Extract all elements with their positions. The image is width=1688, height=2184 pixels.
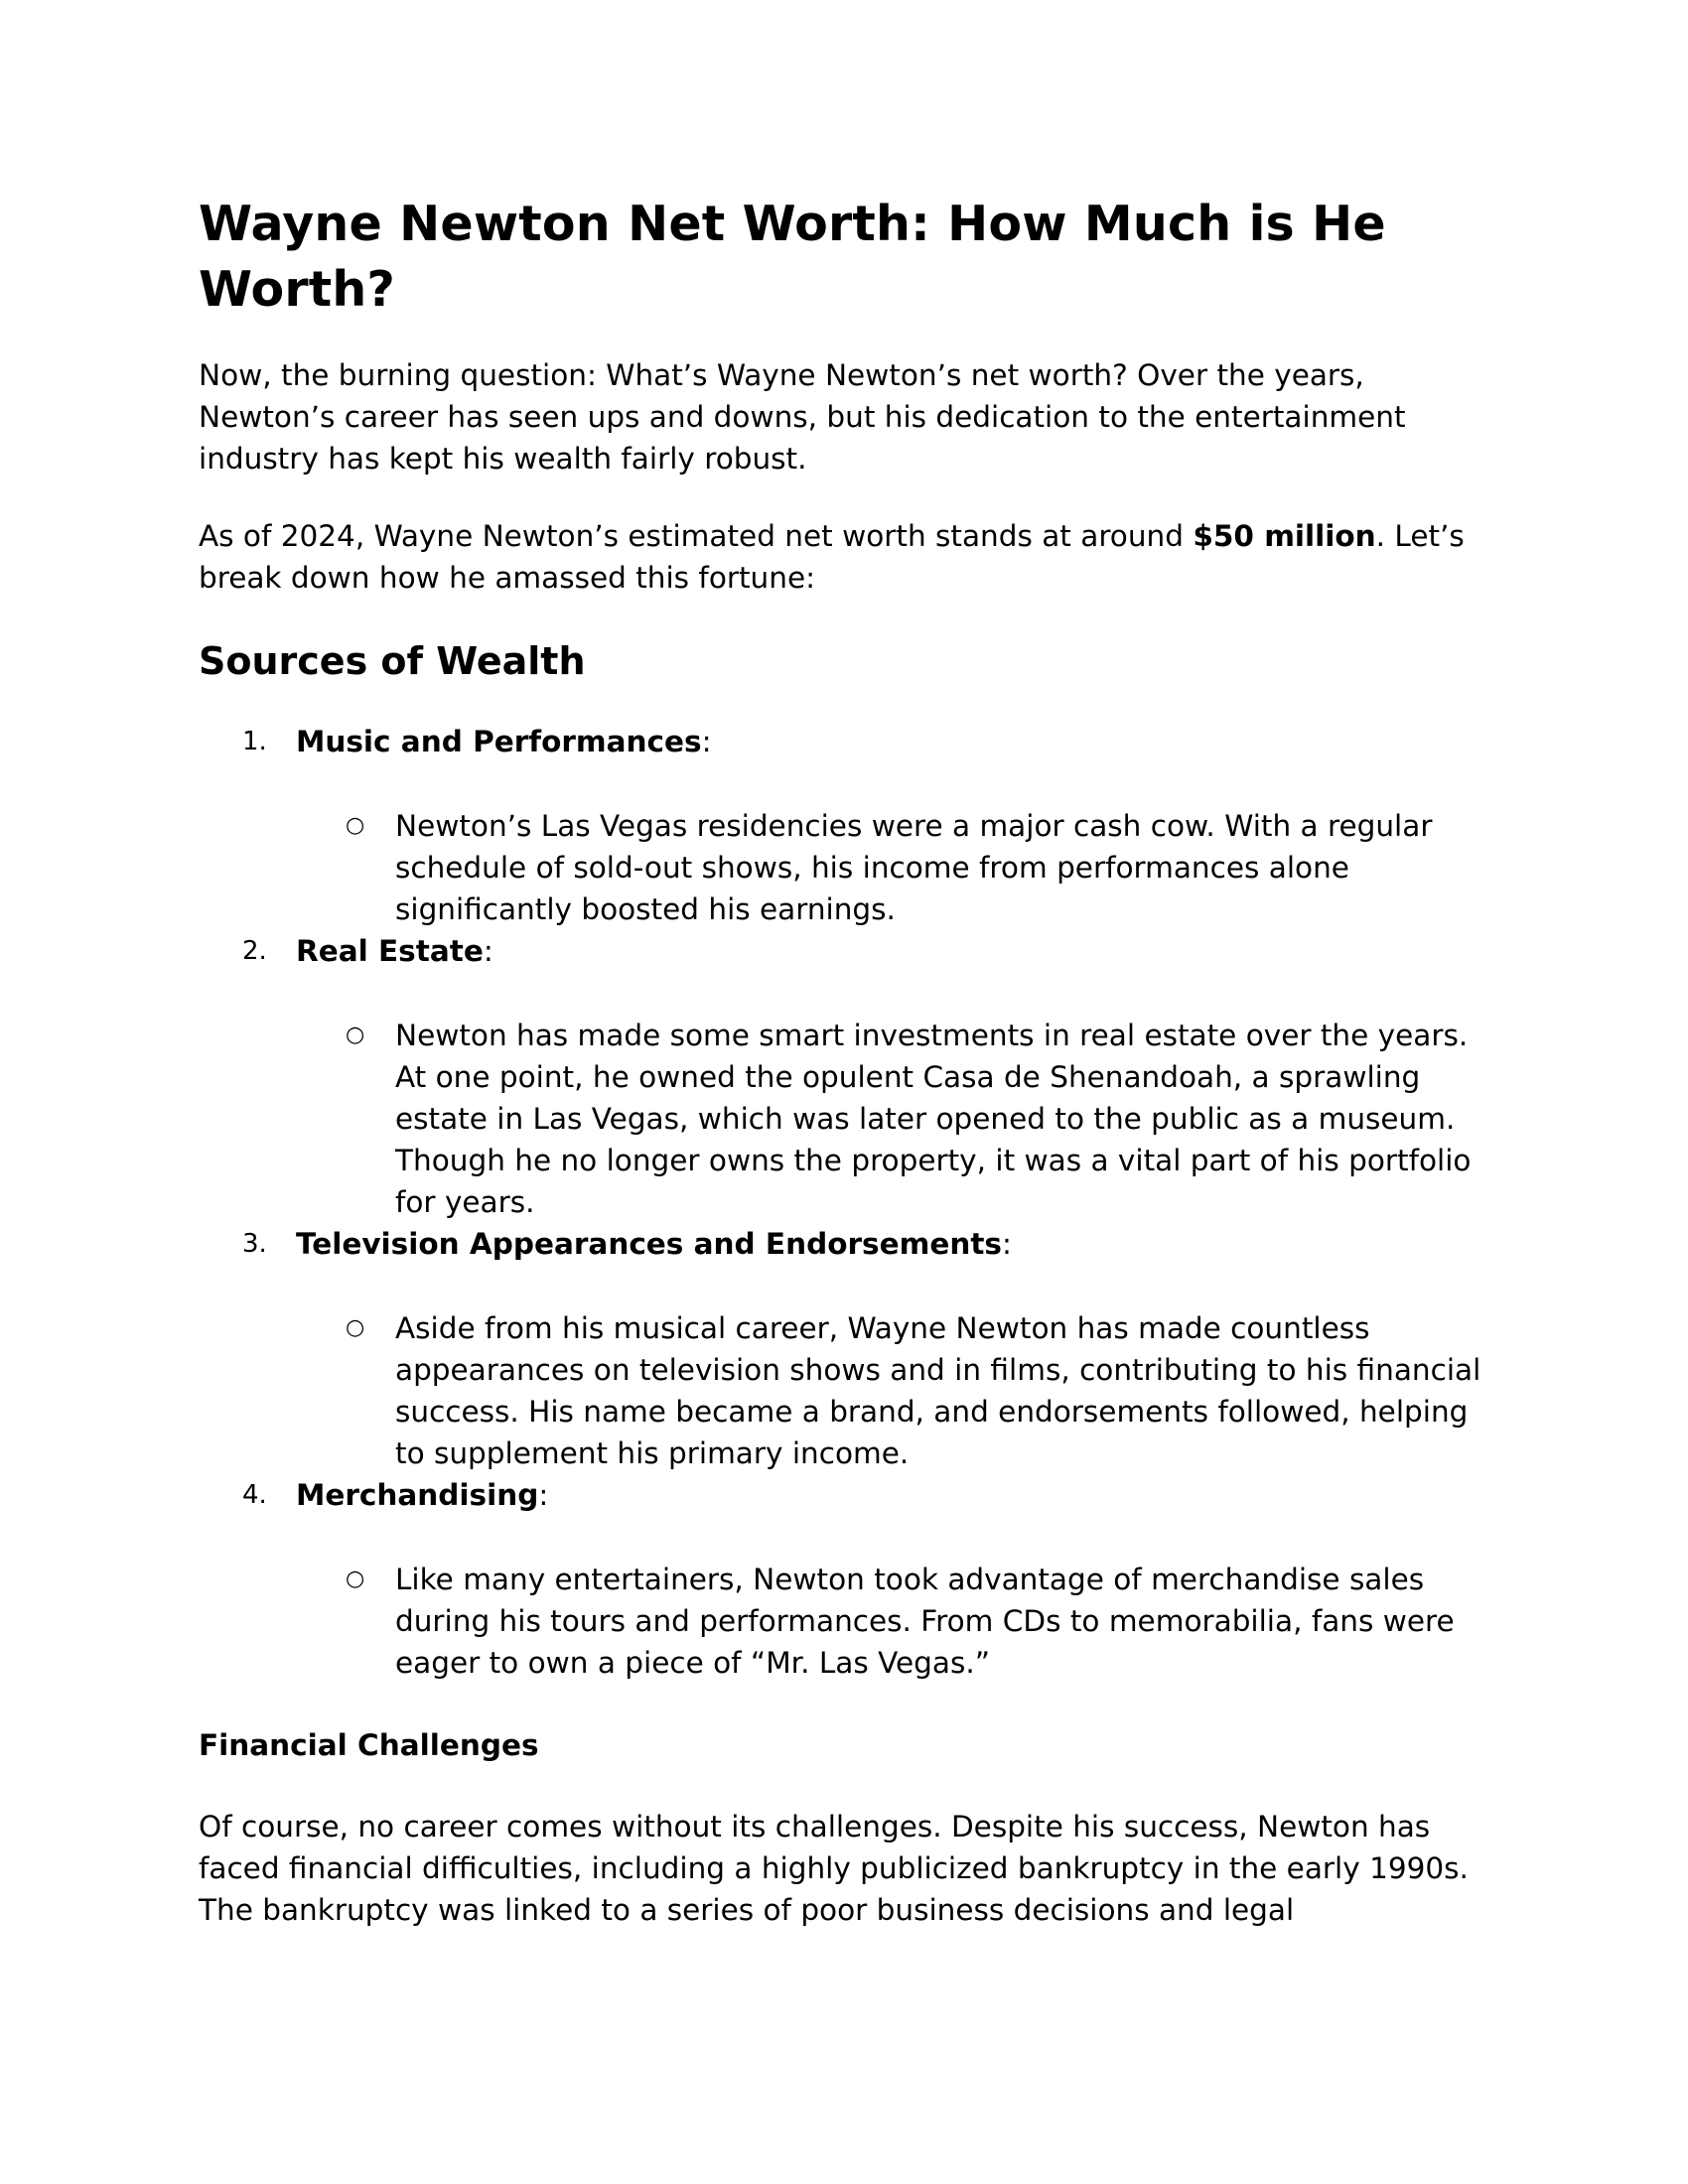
challenges-heading: Financial Challenges (199, 1728, 539, 1762)
hollow-circle-bullet-icon: ○ (346, 813, 365, 838)
list-item-label: Television Appearances and Endorsements (296, 1227, 1002, 1261)
challenges-paragraph: Of course, no career comes without its challenges. Despite his success, Newton has faced financial difficulties, including a highly publicized bankruptcy in the early 1990s. The bankruptcy was linked to a series of poor business decisions and legal (199, 1810, 1469, 1927)
hollow-circle-bullet-icon: ○ (346, 1023, 365, 1047)
sources-heading: Sources of Wealth (199, 639, 586, 683)
net-worth-text-after: . Let’s break down how he amassed this fortune: (199, 519, 1465, 595)
net-worth-amount: $50 million (1193, 519, 1376, 553)
list-number: 4. (242, 1480, 267, 1510)
list-number: 1. (242, 727, 267, 756)
list-subitem-text: Newton has made some smart investments in real estate over the years. At one point, he owned the opulent Casa de Shenandoah, a sprawling estate in Las Vegas, which was later opened to the public as a museum. Though he no longer owns the property, it was a vital part of his portfolio for years. (395, 1019, 1472, 1219)
list-number: 2. (242, 936, 267, 966)
list-number: 3. (242, 1229, 267, 1259)
list-subitem-text: Newton’s Las Vegas residencies were a major cash cow. With a regular schedule of sold-out shows, his income from performances alone significantly boosted his earnings. (395, 809, 1433, 926)
hollow-circle-bullet-icon: ○ (346, 1315, 365, 1340)
hollow-circle-bullet-icon: ○ (346, 1567, 365, 1591)
list-subitem-text: Aside from his musical career, Wayne Newton has made countless appearances on television shows and in films, contributing to his financial success. His name became a brand, and endorsements followed, helping to supplement his primary income. (395, 1311, 1481, 1470)
intro-paragraph: Now, the burning question: What’s Wayne Newton’s net worth? Over the years, Newton’s career has seen ups and downs, but his dedication to the entertainment industry has kept his wealth fairly robust. (199, 358, 1406, 476)
list-item-label: Merchandising (296, 1478, 539, 1512)
list-item-label: Real Estate (296, 934, 484, 968)
page-title: Wayne Newton Net Worth: How Much is He Worth? (199, 196, 1386, 318)
net-worth-paragraph (199, 515, 1499, 599)
list-item-label: Music and Performances (296, 725, 702, 758)
net-worth-text-before: As of 2024, Wayne Newton’s estimated net worth stands at around (199, 519, 1194, 553)
list-subitem-text: Like many entertainers, Newton took advantage of merchandise sales during his tours and performances. From CDs to memorabilia, fans were eager to own a piece of “Mr. Las Vegas.” (395, 1563, 1455, 1680)
